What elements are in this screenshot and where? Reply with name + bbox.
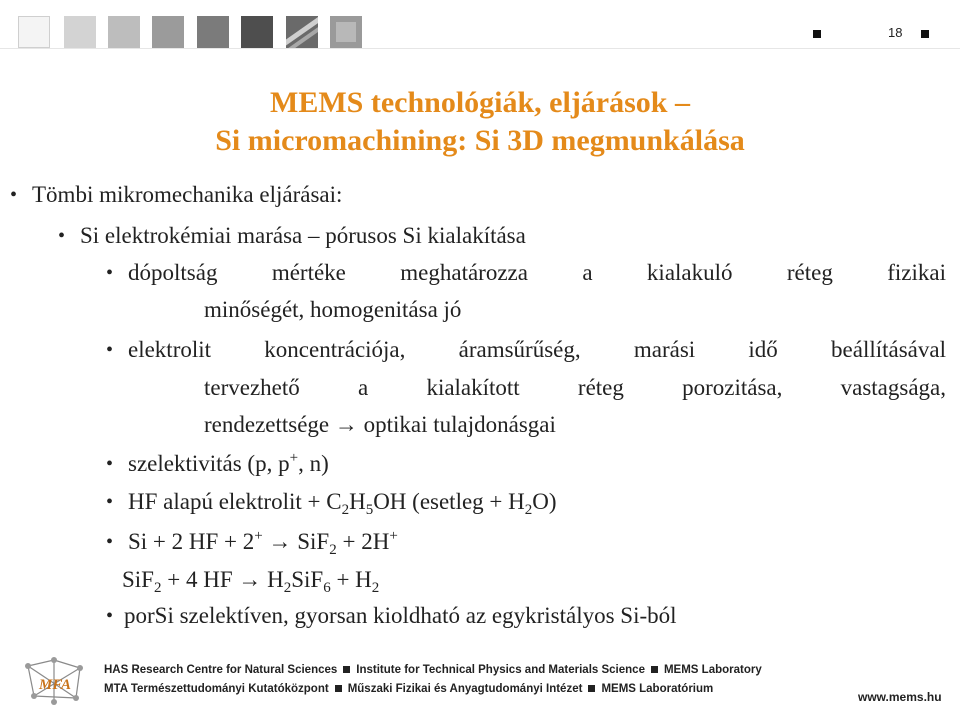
slide-title-line-1: MEMS technológiák, eljárások – [270, 86, 690, 119]
footer-url: www.mems.hu [858, 690, 942, 704]
decor-square [241, 16, 273, 48]
bullet-dot: • [58, 225, 66, 247]
reaction-equation-2 [122, 566, 379, 594]
superscript: + [254, 528, 263, 544]
list-item-level2: Si elektrokémiai marása – pórusos Si kialakítása [80, 223, 526, 248]
subscript: 2 [371, 580, 380, 596]
text-fragment: + 4 HF → H [161, 567, 284, 592]
list-item-continuation: tervezhető a kialakított réteg porozitása, vastagsága, [204, 375, 946, 400]
footer-line-en [104, 664, 762, 676]
bullet-dot: • [106, 491, 114, 513]
footer-institution-3: MEMS Laboratórium [601, 683, 714, 695]
bullet-dot: • [106, 339, 114, 361]
bullet-dot: • [106, 262, 114, 284]
list-item-continuation: minőségét, homogenitása jó [204, 297, 462, 322]
footer-institution-3: MEMS Laboratory [663, 664, 762, 676]
text-fragment: O) [532, 489, 557, 514]
decor-image-square [330, 16, 362, 48]
logo-text: MFA [39, 677, 71, 693]
list-item-porsi: porSi szelektíven, gyorsan kioldható az egykristályos Si-ból [124, 603, 677, 628]
subscript: 2 [283, 580, 292, 596]
footer-separator [588, 685, 595, 692]
text-fragment: Si + 2 HF + 2 [128, 529, 255, 554]
footer-separator [343, 666, 350, 673]
bullet-dot: • [106, 605, 114, 627]
text-fragment: OH (esetleg + H [373, 489, 525, 514]
page-number-bullet-left [813, 30, 821, 38]
list-item-continuation: rendezettsége → optikai tulajdonásgai [204, 412, 556, 437]
text-fragment: , n) [298, 451, 329, 476]
text-fragment: + H [330, 567, 372, 592]
text-fragment: SiF [122, 567, 154, 592]
decor-square [64, 16, 96, 48]
decor-square [108, 16, 140, 48]
page-number: 18 [888, 25, 903, 40]
list-item-level3: dópoltság mértéke meghatározza a kialakuló réteg fizikai [128, 260, 946, 285]
mfa-logo-icon [20, 656, 90, 708]
footer-separator [651, 666, 658, 673]
decor-square [152, 16, 184, 48]
list-item-level1: Tömbi mikromechanika eljárásai: [32, 182, 343, 207]
reaction-equation-1 [128, 528, 398, 556]
text-fragment: HF alapú elektrolit + C [128, 489, 342, 514]
bullet-dot: • [10, 184, 18, 206]
text-fragment: → SiF [262, 529, 330, 554]
decor-image-square [286, 16, 318, 48]
list-item-level3: elektrolit koncentrációja, áramsűrűség, marási idő beállításával [128, 337, 946, 362]
slide-title [0, 84, 960, 160]
footer-institution-1: HAS Research Centre for Natural Sciences [104, 664, 338, 676]
subscript: 6 [323, 580, 331, 596]
text-fragment: + 2H [336, 529, 390, 554]
subscript: 2 [153, 580, 162, 596]
subscript: 2 [524, 502, 533, 518]
bullet-dot: • [106, 531, 114, 553]
slide-title-line-2: Si micromachining: Si 3D megmunkálása [215, 124, 745, 157]
decor-square [197, 16, 229, 48]
footer-separator [335, 685, 342, 692]
decor-square [18, 16, 50, 48]
top-bar [0, 0, 960, 66]
list-item-electrolyte [128, 488, 557, 516]
page-number-bullet-right [921, 30, 929, 38]
text-fragment: H [349, 489, 366, 514]
footer-institution-1: MTA Természettudományi Kutatóközpont [104, 683, 329, 695]
top-divider [0, 48, 960, 49]
superscript: + [289, 450, 299, 466]
subscript: 2 [329, 542, 337, 558]
superscript: + [389, 528, 398, 544]
bullet-dot: • [106, 453, 114, 475]
subscript: 2 [341, 502, 350, 518]
footer-institution-2: Institute for Technical Physics and Materials Science [356, 664, 645, 676]
text-fragment: SiF [291, 567, 324, 592]
footer [0, 650, 960, 720]
list-item-selectivity [128, 450, 329, 478]
subscript: 5 [365, 502, 374, 518]
text-fragment: szelektivitás (p, p [128, 451, 290, 476]
footer-line-hu [104, 683, 713, 695]
footer-institution-2: Műszaki Fizikai és Anyagtudományi Intézet [347, 683, 583, 695]
